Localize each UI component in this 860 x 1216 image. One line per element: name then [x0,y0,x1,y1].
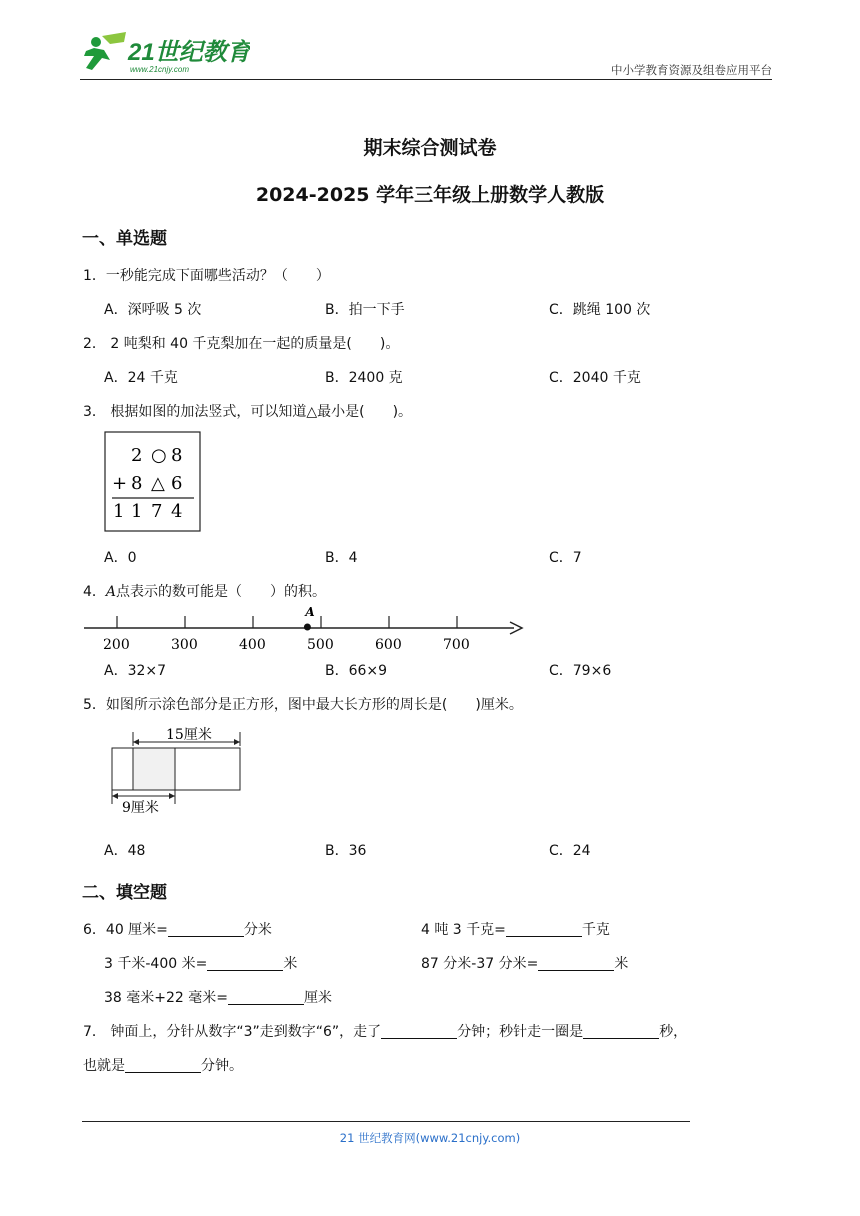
logo [80,30,250,76]
question-2-option-b: B．2400 克 [325,370,403,386]
question-1: 1．一秒能完成下面哪些活动？（ ） [83,268,330,284]
number-line-tick-label: 200 [103,637,130,653]
question-7-line-1 [83,1021,687,1041]
footer-link[interactable]: 21 世纪教育网(www.21cnjy.com) [339,1131,521,1145]
addition-digit: 8 [171,445,183,466]
question-3-option-a: A．0 [104,550,137,566]
blank-prefix: 38 毫米+22 毫米= [104,990,228,1006]
question-6-item-4 [421,953,628,973]
section-heading-single-choice: 一、单选题 [82,229,167,249]
answer-blank[interactable] [506,922,582,937]
question-4-point-letter: A [105,584,117,600]
question-6-item-5 [104,987,332,1007]
bottom-dimension-label: 9厘米 [122,800,159,816]
answer-blank[interactable] [207,956,283,971]
logo-url: www.21cnjy.com [130,65,189,74]
addition-digit: 6 [171,473,183,494]
question-7-text: 分钟；秒针走一圈是 [457,1024,584,1040]
question-6-number: 6． [83,922,106,938]
answer-blank[interactable] [583,1024,659,1039]
footer-divider [82,1121,690,1122]
answer-blank[interactable] [538,956,614,971]
answer-blank[interactable] [168,922,244,937]
addition-figure [104,431,202,533]
question-3-option-c: C．7 [549,550,582,566]
question-7-text: 也就是 [83,1058,125,1074]
question-4 [83,581,326,601]
sum-digit: 7 [151,501,163,522]
shaded-square [133,748,175,790]
question-3-option-b: B．4 [325,550,358,566]
top-dimension-label: 15厘米 [166,727,212,743]
question-4-option-a: A．32×7 [104,663,167,679]
addition-digit: 8 [131,473,143,494]
question-7-line-2 [83,1055,243,1075]
blank-prefix: 4 吨 3 千克= [421,922,506,938]
point-a-marker [304,624,311,631]
question-1-option-a: A．深呼吸 5 次 [104,302,202,318]
number-line-tick-label: 500 [307,637,334,653]
header-divider [80,79,772,80]
rectangle-figure [106,722,246,817]
question-2-option-a: A．24 千克 [104,370,178,386]
blank-prefix: 87 分米-37 分米= [421,956,539,972]
plus-sign: + [112,473,128,494]
question-5: 5．如图所示涂色部分是正方形，图中最大长方形的周长是( )厘米。 [83,697,523,713]
question-4-option-b: B．66×9 [325,663,388,679]
question-6-item-2 [421,919,610,939]
number-line-tick-label: 400 [239,637,266,653]
triangle-symbol: △ [151,473,165,494]
addition-digit: 2 [131,445,143,466]
circle-symbol: ○ [151,445,167,466]
number-line-tick-label: 600 [375,637,402,653]
blank-suffix: 米 [283,956,298,972]
question-2: 2． 2 吨梨和 40 千克梨加在一起的质量是( )。 [83,336,400,352]
section-heading-fill-blank: 二、填空题 [82,883,167,903]
number-line-tick-label: 700 [443,637,470,653]
question-6-item-3 [104,953,297,973]
answer-blank[interactable] [228,990,304,1005]
sum-digit: 1 [131,501,143,522]
question-7-text: 分钟。 [201,1058,243,1074]
blank-suffix: 千克 [581,922,610,938]
sum-digit: 4 [171,501,183,522]
blank-suffix: 分米 [243,922,272,938]
page-title: 期末综合测试卷 [363,137,497,159]
question-1-option-b: B．拍一下手 [325,302,405,318]
question-4-number: 4． [83,584,106,600]
question-5-option-c: C．24 [549,843,591,859]
number-line-figure [82,602,527,658]
header-platform-text: 中小学教育资源及组卷应用平台 [611,63,772,77]
page-subtitle: 2024-2025 学年三年级上册数学人教版 [255,184,605,206]
question-7-text: 秒， [659,1024,688,1040]
sum-digit: 1 [113,501,125,522]
question-5-option-a: A．48 [104,843,146,859]
answer-blank[interactable] [381,1024,457,1039]
question-7-text: 7． 钟面上，分针从数字“3”走到数字“6”，走了 [83,1024,382,1040]
question-4-text: 点表示的数可能是（ ）的积。 [116,584,327,600]
question-2-option-c: C．2040 千克 [549,370,641,386]
question-1-option-c: C．跳绳 100 次 [549,302,651,318]
question-5-option-b: B．36 [325,843,367,859]
logo-runner-icon [80,30,250,76]
number-line-tick-label: 300 [171,637,198,653]
point-a-label: A [305,605,315,619]
blank-suffix: 厘米 [304,990,332,1006]
answer-blank[interactable] [125,1058,201,1073]
question-3: 3． 根据如图的加法竖式，可以知道△最小是( )。 [83,404,413,420]
logo-text: 21世纪教育 [128,39,250,66]
question-4-option-c: C．79×6 [549,663,612,679]
blank-prefix: 3 千米-400 米= [104,956,208,972]
blank-suffix: 米 [614,956,629,972]
blank-prefix: 40 厘米= [105,922,168,938]
question-6-item-1 [83,919,272,939]
